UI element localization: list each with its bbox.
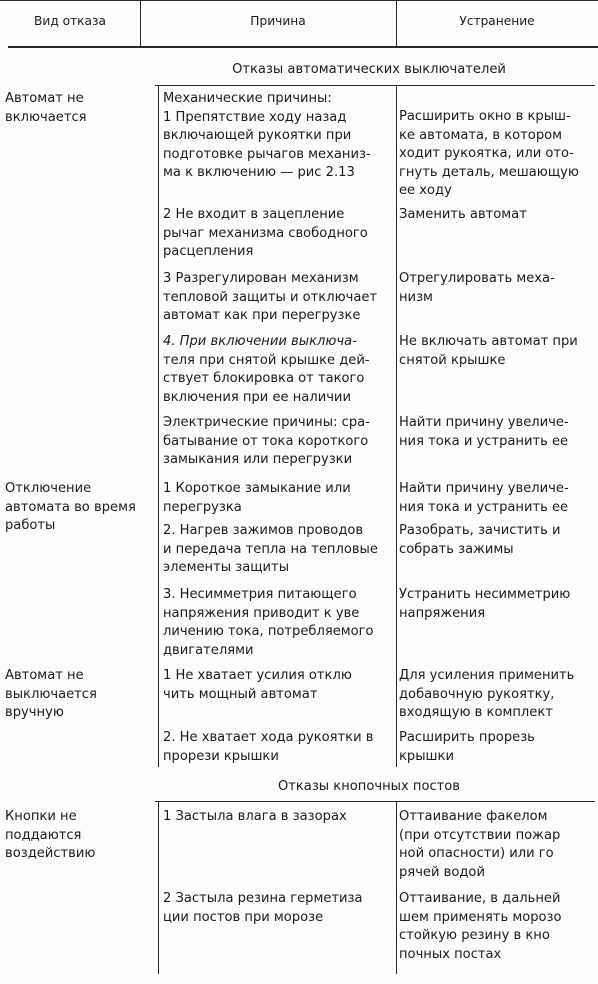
cause-voltage-asymmetry: 3. Несимметрия питающего напряжения приводит к уве личению тока, потребляемого двигателями xyxy=(163,587,374,658)
column-divider-right-1 xyxy=(396,86,397,767)
header-fault-type: Вид отказа xyxy=(34,14,106,28)
cause-short-circuit: 1 Короткое замыкание или перегрузка xyxy=(163,481,351,515)
remedy-mechanical-4: Не включать автомат при снятой крышке xyxy=(399,334,578,368)
remedy-mechanical-3: Отрегулировать меха- низм xyxy=(399,271,555,305)
remedy-short-circuit: Найти причину увеличе- ния тока и устранить ее xyxy=(399,481,569,515)
cause-mechanical-2: 2 Не входит в зацепление рычаг механизма свободного расцепления xyxy=(163,207,368,260)
remedy-insufficient-travel: Расширить прорезь крышки xyxy=(399,730,535,764)
cause-mechanical-1: Механические причины: 1 Препятствие ходу назад включающей рукоятки при подготовке рычагов механиз- ма к включению — рис 2.13 xyxy=(163,91,371,181)
column-divider-left-1 xyxy=(158,86,159,767)
column-divider-left-2 xyxy=(158,802,159,974)
remedy-frozen-moisture: Оттаивание факелом (при отсутствии пожар ной опасности) или го рячей водой xyxy=(399,809,561,880)
cause-mechanical-3: 3 Разрегулирован механизм тепловой защиты и отключает автомат как при перегрузке xyxy=(163,271,378,324)
cause-electrical: Электрические причины: сра- батывание от тока короткого замыкания или перегрузки xyxy=(163,415,370,468)
remedy-insufficient-force: Для усиления применить добавочную рукоятку, входящую в комплект xyxy=(399,668,575,721)
remedy-mechanical-1: Расширить окно в крыш- ке автомата, в котором ходит рукоятка, или ото- гнуть деталь, мешающую ее ходу xyxy=(399,109,579,199)
section-2-rule xyxy=(155,801,595,802)
cause-frozen-moisture: 1 Застыла влага в зазорах xyxy=(163,809,347,824)
remedy-voltage-asymmetry: Устранить несимметрию напряжения xyxy=(399,587,571,621)
cause-insufficient-travel: 2. Не хватает хода рукоятки в прорези крышки xyxy=(163,730,374,764)
remedy-terminal-heating: Разобрать, зачистить и собрать зажимы xyxy=(399,523,561,557)
fault-label: Автомат не включается xyxy=(5,91,87,125)
cause-mechanical-4: 4. При включении выключа- теля при снятой крышке дей- ствует блокировка от такого включения при ее наличии xyxy=(163,334,370,405)
header-divider-2 xyxy=(396,0,397,47)
header-cause: Причина xyxy=(250,14,306,28)
fault-label: Автомат не выключается вручную xyxy=(5,668,97,721)
section-title-push-button-stations: Отказы кнопочных постов xyxy=(277,779,461,794)
fault-label: Кнопки не поддаются воздействию xyxy=(5,809,96,862)
section-title-circuit-breakers: Отказы автоматических выключателей xyxy=(232,62,506,77)
cause-insufficient-force: 1 Не хватает усилия отклю чить мощный автомат xyxy=(163,668,352,702)
column-divider-right-2 xyxy=(396,802,397,974)
table-header xyxy=(0,0,598,48)
cause-terminal-heating: 2. Нагрев зажимов проводов и передача тепла на тепловые элементы защиты xyxy=(163,523,378,576)
remedy-frozen-rubber-seal: Оттаивание, в дальней шем применять морозо стойкую резину в кно почных постах xyxy=(399,891,562,962)
header-remedy: Устранение xyxy=(459,14,535,28)
remedy-electrical: Найти причину увеличе- ния тока и устранить ее xyxy=(399,415,569,449)
header-bottom-rule xyxy=(8,46,598,48)
cause-frozen-rubber-seal: 2 Застыла резина герметиза ции постов при морозе xyxy=(163,891,363,925)
remedy-mechanical-2: Заменить автомат xyxy=(399,207,527,222)
fault-label: Отключение автомата во время работы xyxy=(5,481,136,534)
header-top-rule xyxy=(0,0,598,1)
header-divider-1 xyxy=(140,0,141,47)
section-1-rule xyxy=(155,85,595,86)
